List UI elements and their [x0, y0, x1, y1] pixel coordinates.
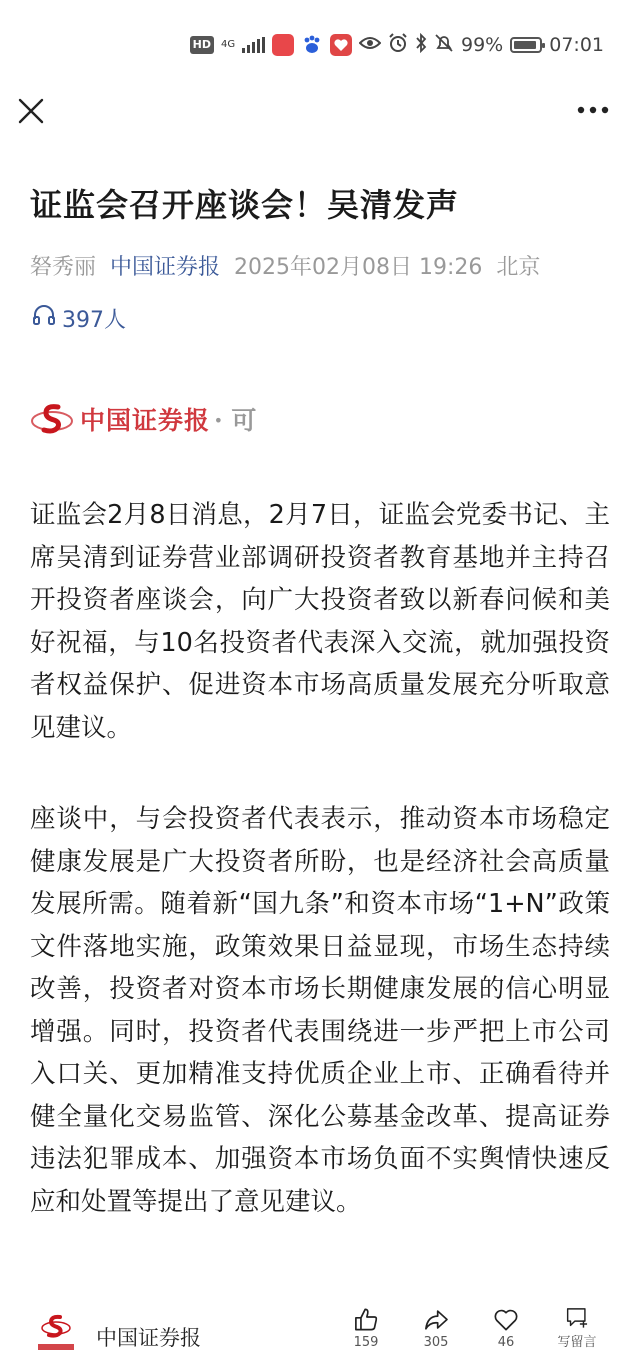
listener-count: 397人: [62, 307, 126, 333]
account-name[interactable]: 中国证券报: [96, 1326, 201, 1350]
status-icons: [190, 30, 604, 60]
bluetooth-icon: [415, 33, 427, 58]
alarm-icon: [388, 33, 408, 58]
comment-label: 写留言: [557, 1335, 597, 1350]
heart-icon: [490, 1306, 522, 1333]
publish-date: 2025年02月08日 19:26: [234, 255, 483, 280]
share-button[interactable]: [414, 1306, 458, 1350]
account-avatar[interactable]: [34, 1314, 78, 1353]
share-icon: [420, 1306, 452, 1333]
signal-icon: [242, 37, 265, 53]
brand-logo-image: [30, 396, 270, 442]
bottom-action-bar: [0, 1296, 636, 1353]
author: 砮秀丽: [30, 255, 97, 280]
eye-icon: [359, 34, 381, 56]
brand-logo-icon: [30, 399, 74, 439]
article-meta: [30, 252, 620, 284]
share-count: 305: [423, 1335, 449, 1350]
app-icon: [272, 34, 294, 56]
battery-percent: 99%: [461, 34, 504, 56]
close-icon[interactable]: [16, 96, 46, 126]
status-bar: [0, 0, 636, 90]
heart-app-icon: [330, 34, 352, 56]
brand-logo-text: 中国证券报: [80, 406, 211, 435]
favorite-button[interactable]: [484, 1306, 528, 1350]
comment-button[interactable]: [555, 1306, 599, 1350]
brand-logo-tail: · 可: [214, 406, 257, 435]
baidu-icon: [301, 34, 323, 56]
source-link[interactable]: 中国证券报: [110, 255, 221, 280]
article-paragraph: 座谈中，与会投资者代表表示，推动资本市场稳定健康发展是广大投资者所盼，也是经济社会高质量发展所需。随着新“国九条”和资本市场“1+N”政策文件落地实施，政策效果日益显现，市场生态持续改善，投资者对资本市场长期健康发展的信心明显增强。同时，投资者代表围绕进一步严把上市公司入口关、更加精准支持优质企业上市、正确看待并健全量化交易监管、深化公募基金改革、提高证券违法犯罪成本、加强资本市场负面不实舆情快速反应和处置等提出了意见建议。: [30, 804, 610, 1217]
mute-icon: [434, 33, 454, 58]
network-type: 4G: [221, 39, 236, 50]
favorite-count: 46: [497, 1335, 515, 1350]
article-title: 证监会召开座谈会！吴清发声: [30, 186, 460, 224]
battery-icon: [510, 37, 542, 53]
hd-icon: HD: [190, 36, 214, 54]
location: 北京: [496, 255, 541, 280]
thumbs-up-icon: [350, 1306, 382, 1333]
like-button[interactable]: [344, 1306, 388, 1350]
comment-icon: [560, 1306, 594, 1329]
like-count: 159: [353, 1335, 379, 1350]
headphones-icon: [32, 304, 56, 332]
top-nav: [0, 90, 636, 134]
more-icon[interactable]: [576, 100, 610, 120]
clock: 07:01: [549, 34, 604, 56]
listen-button[interactable]: [32, 302, 126, 334]
article-paragraph: 证监会2月8日消息，2月7日，证监会党委书记、主席吴清到证券营业部调研投资者教育基地并主持召开投资者座谈会，向广大投资者致以新春问候和美好祝福，与10名投资者代表深入交流，就加强投资者权益保护、促进资本市场高质量发展充分听取意见建议。: [30, 500, 610, 743]
